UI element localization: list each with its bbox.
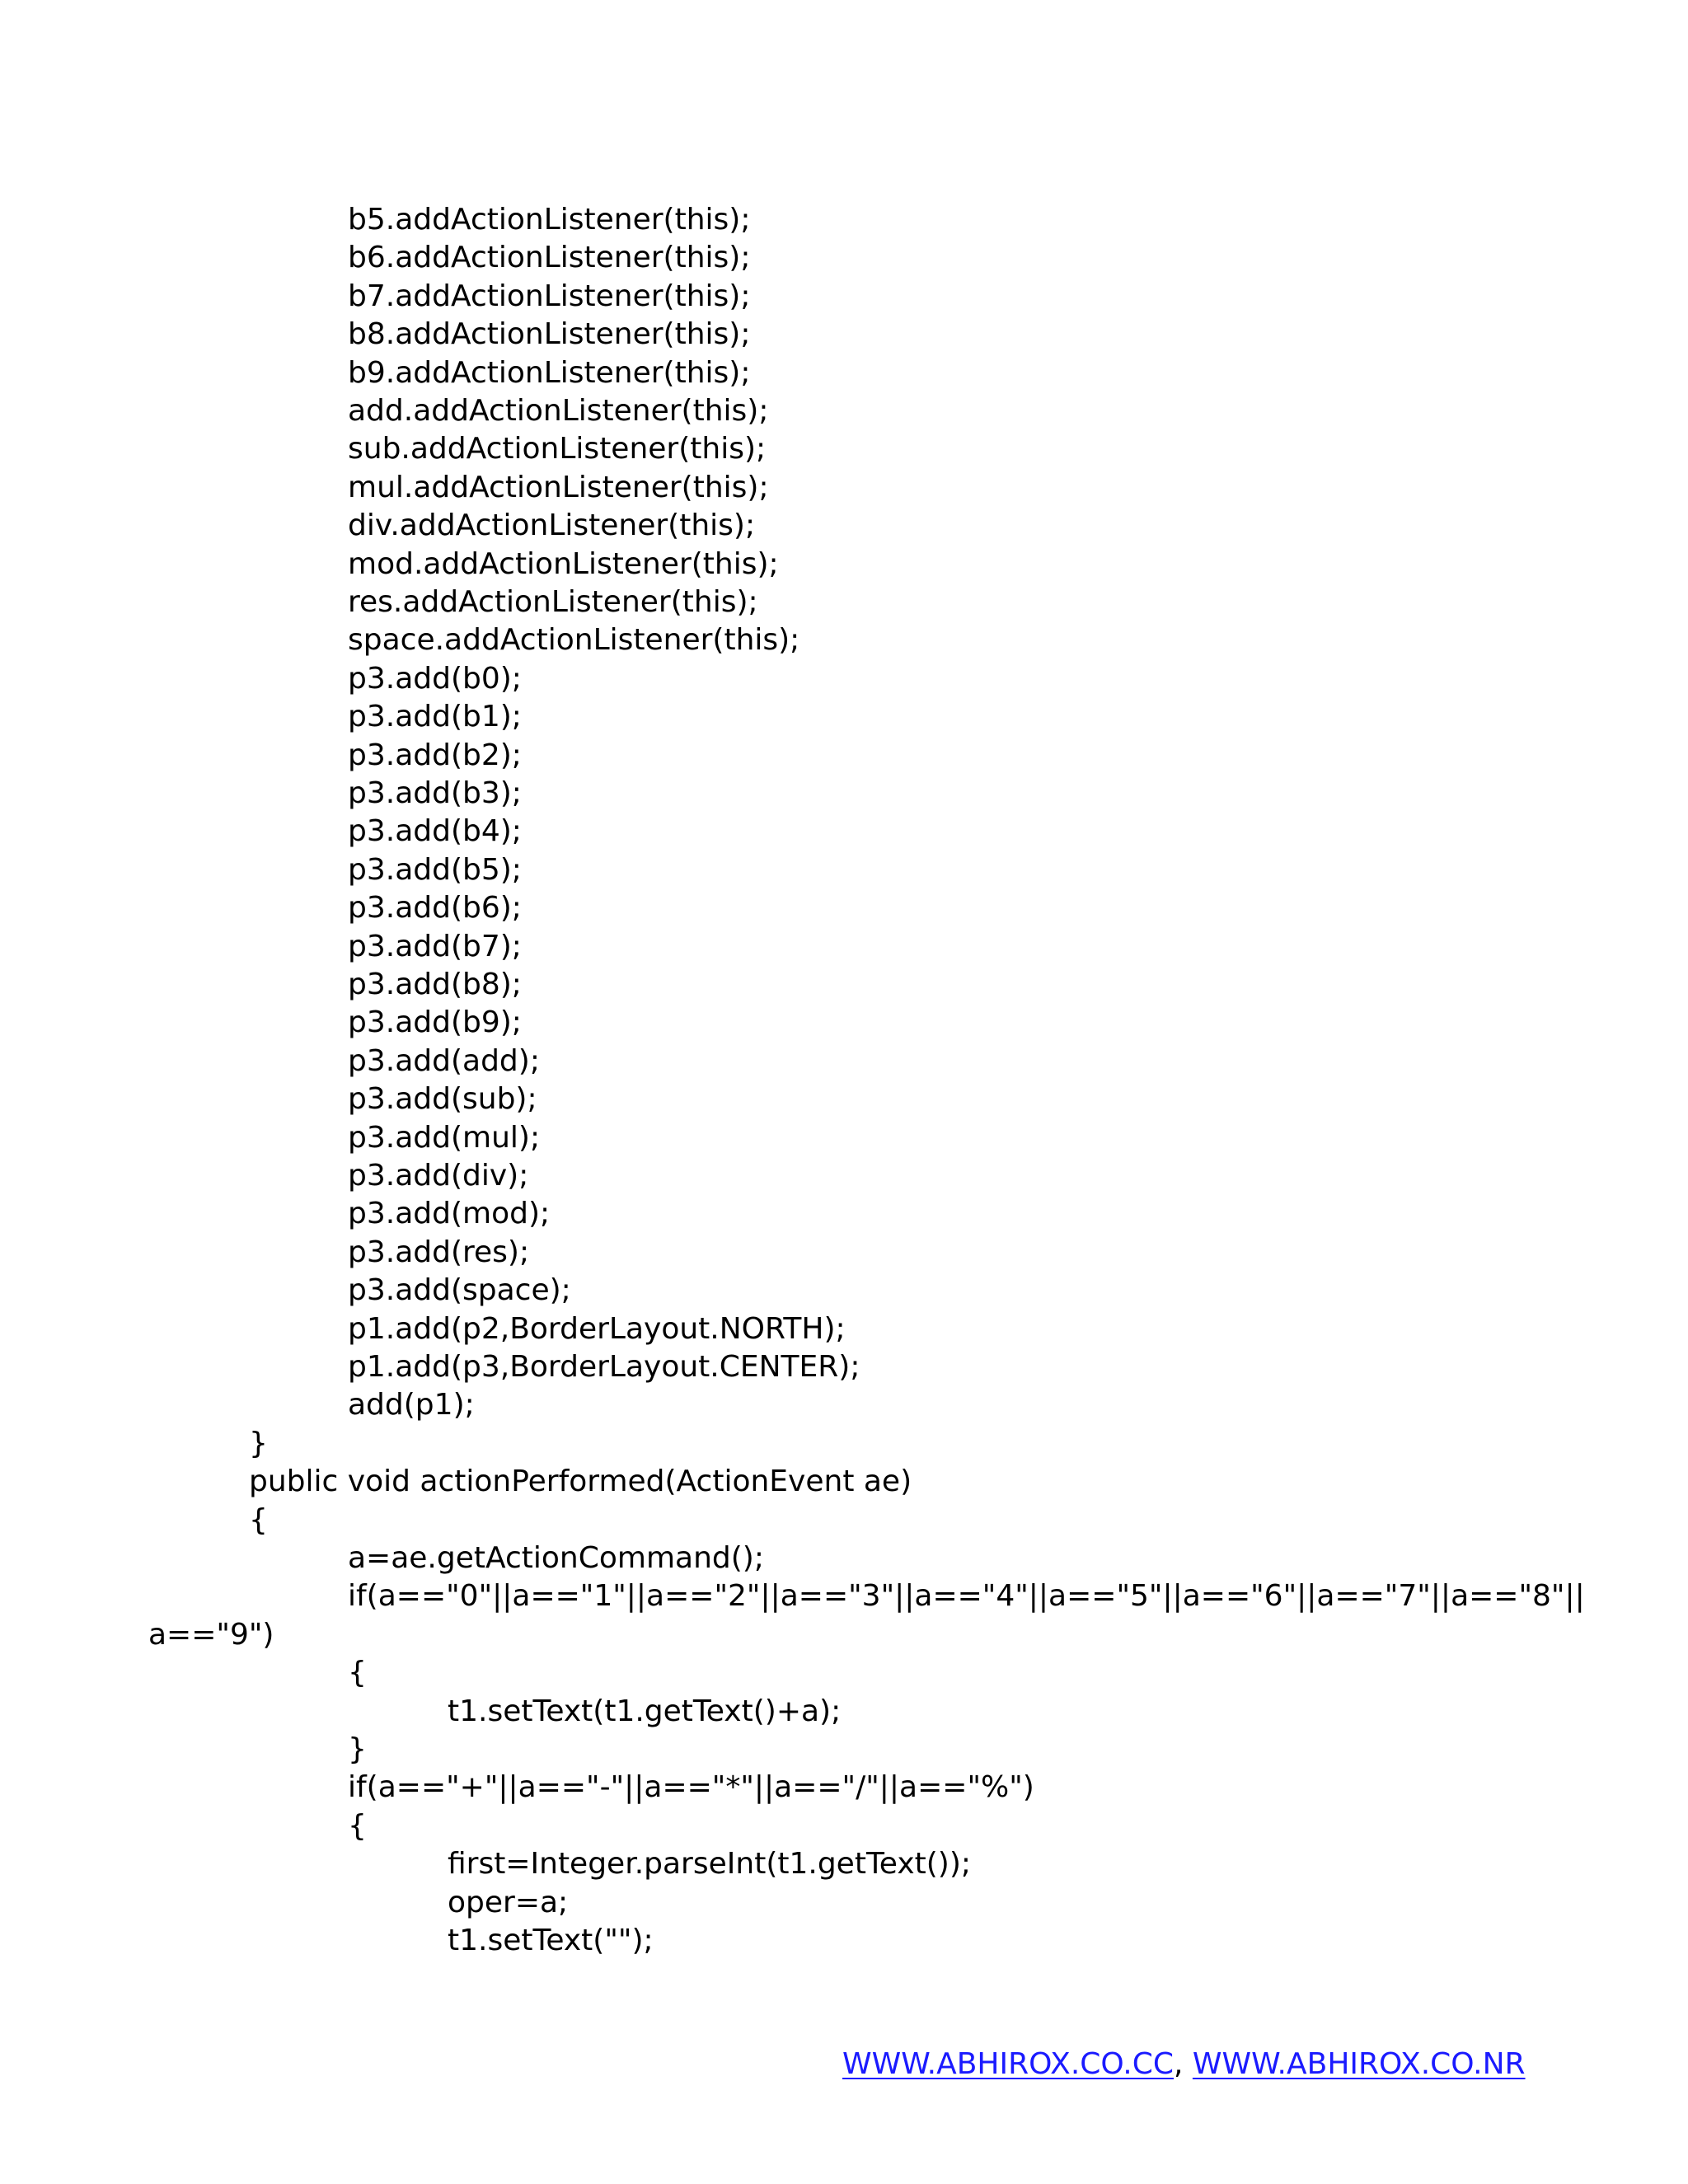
- code-line: {: [249, 1503, 268, 1537]
- code-line: mul.addActionListener(this);: [348, 471, 769, 504]
- code-line: b5.addActionListener(this);: [348, 203, 751, 237]
- code-line: p3.add(mul);: [348, 1121, 541, 1155]
- code-line: p3.add(b8);: [348, 968, 522, 1001]
- code-line: p3.add(b5);: [348, 853, 522, 887]
- code-line: t1.setText(t1.getText()+a);: [448, 1694, 842, 1728]
- code-line: p1.add(p2,BorderLayout.NORTH);: [348, 1312, 846, 1346]
- code-line: a=="9"): [148, 1618, 274, 1652]
- code-line: p3.add(b1);: [348, 700, 522, 733]
- footer-link-nr[interactable]: WWW.ABHIROX.CO.NR: [1192, 2047, 1526, 2081]
- code-line: p3.add(b0);: [348, 662, 522, 696]
- code-line: p3.add(res);: [348, 1235, 530, 1269]
- code-line: p3.add(b2);: [348, 738, 522, 772]
- code-line: add(p1);: [348, 1388, 475, 1422]
- code-line: sub.addActionListener(this);: [348, 432, 767, 466]
- code-line: p3.add(sub);: [348, 1082, 537, 1116]
- code-line: b8.addActionListener(this);: [348, 317, 751, 351]
- code-line: }: [249, 1427, 268, 1460]
- code-line: p3.add(div);: [348, 1159, 529, 1193]
- code-line: div.addActionListener(this);: [348, 509, 756, 542]
- code-line: public void actionPerformed(ActionEvent ae): [249, 1465, 912, 1498]
- code-line: p1.add(p3,BorderLayout.CENTER);: [348, 1350, 860, 1384]
- code-line: a=ae.getActionCommand();: [348, 1541, 764, 1575]
- code-line: space.addActionListener(this);: [348, 623, 800, 657]
- code-line: p3.add(mod);: [348, 1197, 551, 1230]
- code-line: b6.addActionListener(this);: [348, 241, 751, 274]
- footer-links: [842, 2046, 1526, 2083]
- code-line: p3.add(b7);: [348, 930, 522, 963]
- code-line: if(a=="+"||a=="-"||a=="*"||a=="/"||a=="%"): [348, 1770, 1034, 1804]
- code-line: res.addActionListener(this);: [348, 585, 758, 619]
- footer-link-cc[interactable]: WWW.ABHIROX.CO.CC: [842, 2047, 1174, 2081]
- footer-separator: ,: [1174, 2047, 1193, 2081]
- code-line: p3.add(add);: [348, 1044, 540, 1078]
- code-line: oper=a;: [448, 1886, 569, 1919]
- code-line: t1.setText("");: [448, 1924, 654, 1957]
- code-line: p3.add(b4);: [348, 814, 522, 848]
- code-line: p3.add(b3);: [348, 776, 522, 810]
- code-line: mod.addActionListener(this);: [348, 547, 779, 581]
- code-line: p3.add(space);: [348, 1273, 571, 1307]
- code-line: b9.addActionListener(this);: [348, 356, 751, 390]
- code-line: first=Integer.parseInt(t1.getText());: [448, 1847, 972, 1881]
- code-line: }: [348, 1732, 367, 1766]
- code-line: {: [348, 1809, 367, 1843]
- code-line: add.addActionListener(this);: [348, 394, 769, 428]
- code-line: b7.addActionListener(this);: [348, 279, 751, 313]
- code-line: {: [348, 1656, 367, 1690]
- code-line: if(a=="0"||a=="1"||a=="2"||a=="3"||a=="4"||a=="5"||a=="6"||a=="7"||a=="8"||: [348, 1579, 1585, 1613]
- code-line: p3.add(b6);: [348, 891, 522, 925]
- code-line: p3.add(b9);: [348, 1005, 522, 1039]
